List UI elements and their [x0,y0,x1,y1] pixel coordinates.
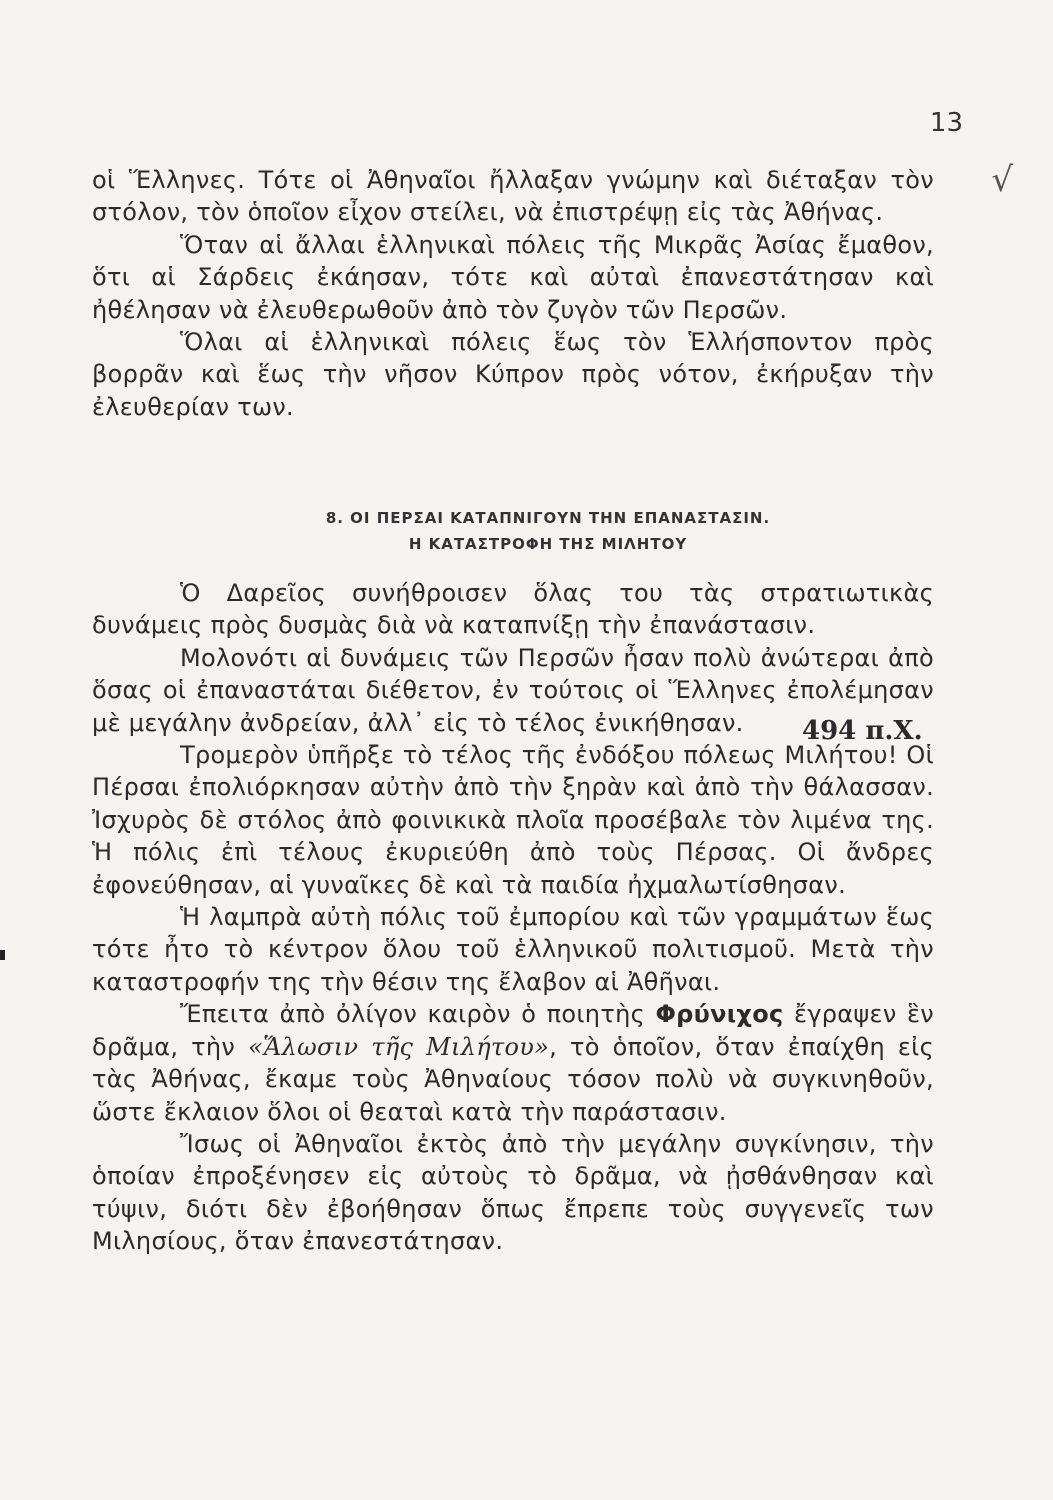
text-run: , τὸ ὁποῖον, ὅταν ἐπαίχθη εἰς τὰς Ἀθήνας, ἔκαμε τοὺς Ἀθηναίους τόσον πολὺ νὰ συγκινηθοῦν, ὥστε ἔκλαιον ὅλοι οἱ θεαταὶ κατὰ τὴν παράστασιν. [92,1032,934,1126]
paragraph: Ὅταν αἱ ἄλλαι ἑλληνικαὶ πόλεις τῆς Μικρᾶς Ἀσίας ἔμαθον, ὅτι αἱ Σάρδεις ἐκάησαν, τότε καὶ αὐταὶ ἐπανεστάτησαν καὶ ἠθέλησαν νὰ ἐλευθερωθοῦν ἀπὸ τὸν ζυγὸν τῶν Περσῶν. [92,230,934,324]
paragraph: Ἴσως οἱ Ἀθηναῖοι ἐκτὸς ἀπὸ τὴν μεγάλην συγκίνησιν, τὴν ὁποίαν ἐπροξένησεν εἰς αὐτοὺς τὸ δρᾶμα, νὰ ᾐσθάνθησαν καὶ τύψιν, διότι δὲν ἐβοήθησαν ὅπως ἔπρεπε τοὺς συγγενεῖς των Μιλησίους, ὅταν ἐπανεστάτησαν. [92,1129,934,1256]
date-note: 494 π.Χ. [802,716,923,746]
margin-dot [0,950,5,960]
play-title: «Ἅλωσιν τῆς Μιλήτου» [248,1032,550,1061]
heading-line: Η ΚΑΤΑΣΤΡΟΦΗ ΤΗΣ ΜΙΛΗΤΟΥ [408,535,688,553]
paragraph: Ὁ Δαρεῖος συνήθροισεν ὅλας του τὰς στρατιωτικὰς δυνάμεις πρὸς δυσμὰς διὰ νὰ καταπνίξῃ τὴν ἐπανάστασιν. [92,579,934,640]
section-heading [92,505,934,557]
paragraph: οἱ Ἕλληνες. Τότε οἱ Ἀθηναῖοι ἤλλαξαν γνώμην καὶ διέταξαν τὸν στόλον, τὸν ὁποῖον εἶχον στείλει, νὰ ἐπιστρέψῃ εἰς τὰς Ἀθήνας. [92,166,934,227]
poet-name: Φρύνιχος [655,1000,784,1029]
paragraph: Μολονότι αἱ δυνάμεις τῶν Περσῶν ἦσαν πολὺ ἀνώτεραι ἀπὸ ὅσας οἱ ἐπαναστάται διέθετον, ἐν τούτοις οἱ Ἕλληνες ἐπολέμησαν μὲ μεγάλην ἀνδρείαν, ἀλλ᾽ εἰς τὸ τέλος ἐνικήθησαν. [92,643,934,737]
text-run: Ἔπειτα ἀπὸ ὀλίγον καιρὸν ὁ ποιητὴς [180,1000,645,1029]
section-text [92,577,934,1258]
paragraph: Τρομερὸν ὑπῆρξε τὸ τέλος τῆς ἐνδόξου πόλεως Μιλήτου! Οἱ Πέρσαι ἐπολιόρκησαν αὐτὴν ἀπὸ τὴν ξηρὰν καὶ ἀπὸ τὴν θάλασσαν. Ἰσχυρὸς δὲ στόλος ἀπὸ φοινικικὰ πλοῖα προσέβαλε τὸν λιμένα της. Ἡ πόλις ἐπὶ τέλους ἐκυριεύθη ἀπὸ τοὺς Πέρσας. Οἱ ἄνδρες ἐφονεύθησαν, αἱ γυναῖκες δὲ καὶ τὰ παιδία ἠχμαλωτίσθησαν. [92,741,934,899]
paragraph: Ἡ λαμπρὰ αὐτὴ πόλις τοῦ ἐμπορίου καὶ τῶν γραμμάτων ἕως τότε ἦτο τὸ κέντρον ὅλου τοῦ ἑλληνικοῦ πολιτισμοῦ. Μετὰ τὴν καταστροφήν της τὴν θέσιν της ἔλαβον αἱ Ἀθῆναι. [92,903,934,996]
text-run: ἔγραψεν ἓν δρᾶμα, τὴν [92,1000,934,1061]
page-number: 13 [929,108,963,138]
heading-line: 8. ΟΙ ΠΕΡΣΑΙ ΚΑΤΑΠΝΙΓΟΥΝ ΤΗΝ ΕΠΑΝΑΣΤΑΣΙΝ. [325,509,771,527]
paragraph: Ὅλαι αἱ ἑλληνικαὶ πόλεις ἕως τὸν Ἑλλήσποντον πρὸς βορρᾶν καὶ ἕως τὴν νῆσον Κύπρον πρὸς νότον, ἐκήρυξαν τὴν ἐλευθερίαν των. [92,328,934,421]
check-mark-icon: √ [991,160,1013,200]
intro-text [92,164,934,423]
paragraph [92,998,934,1128]
